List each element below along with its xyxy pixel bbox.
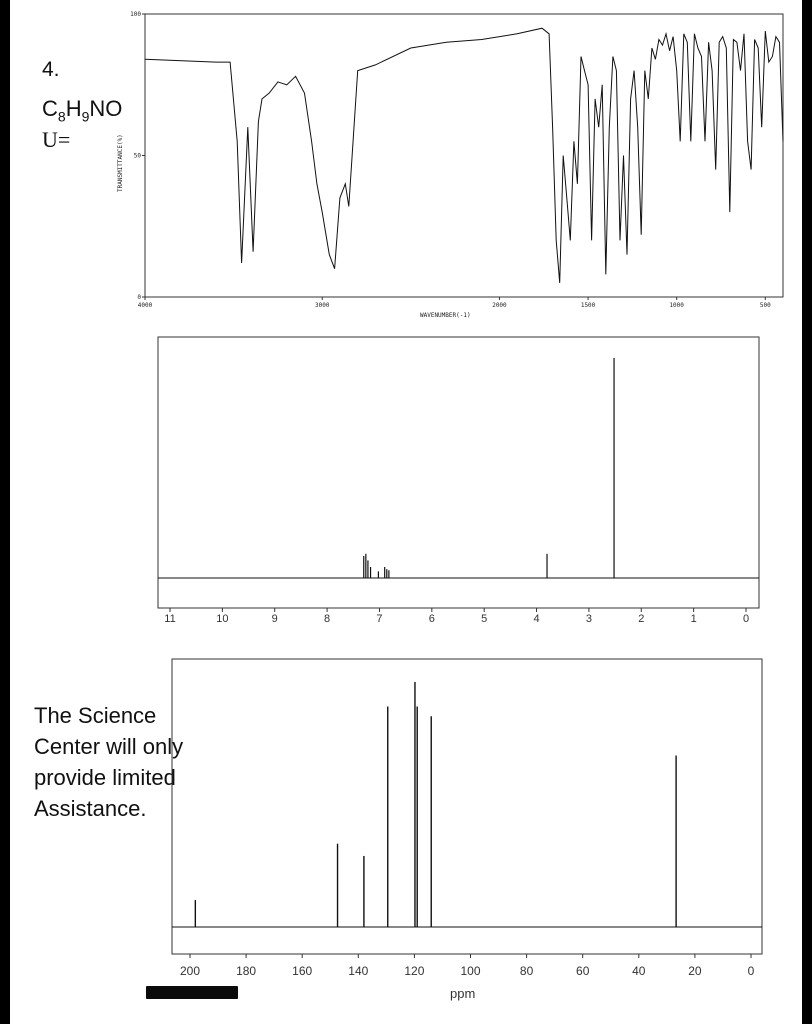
c-nmr-x-tick-label: 160 [292, 964, 313, 978]
h-nmr-x-tick-label: 10 [216, 613, 229, 625]
h-nmr-plot-frame [158, 337, 759, 608]
ir-x-tick-label: 3000 [314, 302, 330, 309]
c-nmr-peaks [195, 682, 676, 927]
h-nmr-spectrum [158, 337, 759, 625]
ir-trace [145, 28, 783, 283]
formula-h: H [65, 96, 82, 121]
ir-y-tick-label: 100 [130, 11, 141, 18]
c-nmr-x-tick-label: 20 [688, 964, 702, 978]
c-nmr-x-tick-label: 140 [348, 964, 369, 978]
ir-x-tick-label: 1500 [580, 302, 596, 309]
c-nmr-x-tick-label: 0 [747, 964, 755, 978]
h-nmr-x-tick-label: 6 [428, 613, 435, 625]
h-nmr-x-tick-label: 5 [481, 613, 488, 625]
unsaturation-label: U= [42, 127, 71, 152]
ir-x-tick-label: 2000 [492, 302, 507, 309]
formula-h-count: 9 [81, 108, 90, 125]
h-nmr-x-tick-label: 8 [324, 613, 331, 625]
ir-x-axis-label: WAVENUMBER(-1) [420, 312, 471, 319]
h-nmr-x-tick-label: 11 [164, 613, 176, 625]
spectra-canvas [10, 0, 802, 1024]
c-nmr-x-tick-label: 120 [404, 964, 425, 978]
ir-spectrum [117, 11, 783, 319]
h-nmr-x-tick-label: 7 [376, 613, 383, 625]
c-nmr-x-tick-label: 100 [460, 964, 481, 978]
problem-number: 4. [42, 58, 60, 81]
h-nmr-x-tick-label: 9 [271, 613, 278, 625]
c-nmr-x-tick-label: 80 [519, 964, 534, 978]
worksheet-page [10, 0, 802, 1024]
formula-c-count: 8 [57, 108, 66, 125]
ir-x-tick-label: 1000 [669, 302, 684, 309]
c-nmr-spectrum [172, 659, 762, 1001]
formula-c: C [42, 96, 58, 121]
c-nmr-x-axis-label: ppm [450, 986, 476, 1001]
formula-rest: NO [89, 96, 123, 121]
h-nmr-x-tick-label: 4 [533, 613, 540, 625]
ir-x-tick-label: 4000 [137, 302, 153, 309]
c-nmr-x-tick-label: 60 [576, 964, 590, 978]
h-nmr-x-tick-label: 0 [742, 613, 750, 625]
h-nmr-x-tick-label: 2 [638, 613, 645, 625]
ir-y-tick-label: 50 [133, 152, 141, 160]
c-nmr-x-tick-label: 200 [179, 964, 201, 978]
ir-y-axis-label: TRANSMITTANCE(%) [117, 134, 124, 192]
c-nmr-x-tick-label: 180 [236, 964, 257, 978]
c-nmr-ticks [180, 954, 755, 978]
h-nmr-x-tick-label: 1 [690, 613, 697, 625]
ir-y-tick-label: 0 [137, 294, 141, 301]
h-nmr-x-tick-label: 3 [585, 613, 592, 625]
h-nmr-peaks [364, 358, 614, 578]
c-nmr-plot-frame [172, 659, 762, 954]
c-nmr-x-tick-label: 40 [632, 964, 646, 978]
ir-x-tick-label: 500 [759, 302, 771, 309]
assistance-note: The Science Center will only provide limited Assistance. [34, 703, 184, 821]
h-nmr-ticks [164, 608, 749, 625]
